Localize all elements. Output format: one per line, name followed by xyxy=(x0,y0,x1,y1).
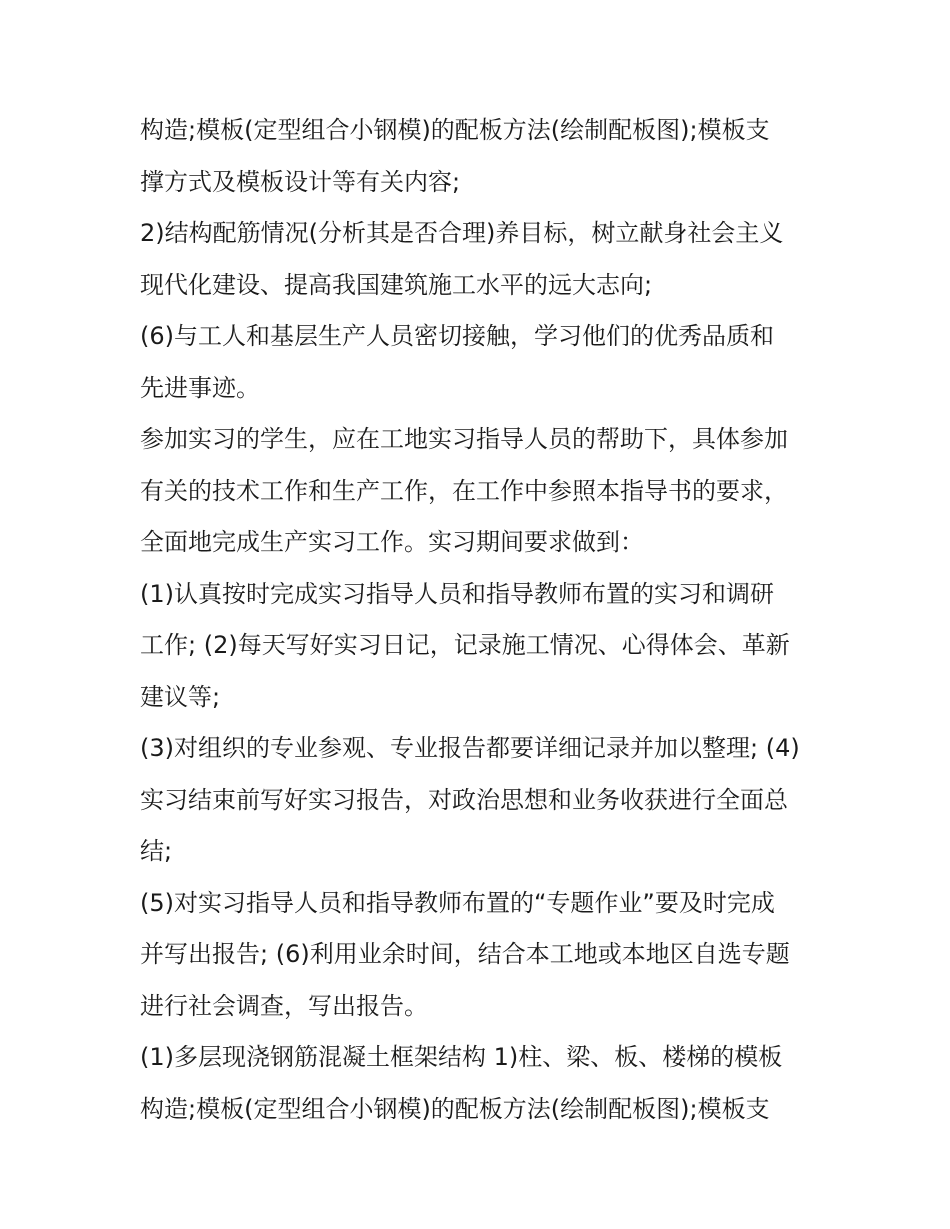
text-line: 全面地完成生产实习工作。实习期间要求做到： xyxy=(140,528,644,556)
text-line: 有关的技术工作和生产工作，在工作中参照本指导书的要求， xyxy=(140,476,788,505)
document-body xyxy=(140,105,820,1135)
text-line: 参加实习的学生，应在工地实习指导人员的帮助下，具体参加 xyxy=(140,425,788,453)
text-line: (5)对实习指导人员和指导教师布置的“专题作业”要及时完成 xyxy=(140,888,775,917)
text-line: 撑方式及模板设计等有关内容; xyxy=(140,167,461,196)
text-line: (3)对组织的专业参观、专业报告都要详细记录并加以整理; (4) xyxy=(140,734,800,762)
text-line: 先进事迹。 xyxy=(140,373,260,402)
text-line: 结; xyxy=(140,837,173,865)
text-line: (1)多层现浇钢筋混凝土框架结构 1)柱、梁、板、楼梯的模板 xyxy=(140,1043,783,1071)
text-line: 2)结构配筋情况(分析其是否合理)养目标，树立献身社会主义 xyxy=(140,219,784,247)
text-line: 进行社会调查，写出报告。 xyxy=(140,991,428,1020)
text-line: 构造;模板(定型组合小钢模)的配板方法(绘制配板图);模板支 xyxy=(140,1094,770,1123)
text-line: 现代化建设、提高我国建筑施工水平的远大志向; xyxy=(140,270,653,299)
text-line: 实习结束前写好实习报告，对政治思想和业务收获进行全面总 xyxy=(140,785,788,814)
text-line: 并写出报告; (6)利用业余时间，结合本工地或本地区自选专题 xyxy=(140,940,790,968)
text-line: (6)与工人和基层生产人员密切接触，学习他们的优秀品质和 xyxy=(140,322,774,350)
text-line: 建议等; xyxy=(140,682,221,711)
text-line: 构造;模板(定型组合小钢模)的配板方法(绘制配板图);模板支 xyxy=(140,116,770,144)
text-line: 工作; (2)每天写好实习日记，记录施工情况、心得体会、革新 xyxy=(140,631,790,659)
text-line: (1)认真按时完成实习指导人员和指导教师布置的实习和调研 xyxy=(140,579,774,608)
